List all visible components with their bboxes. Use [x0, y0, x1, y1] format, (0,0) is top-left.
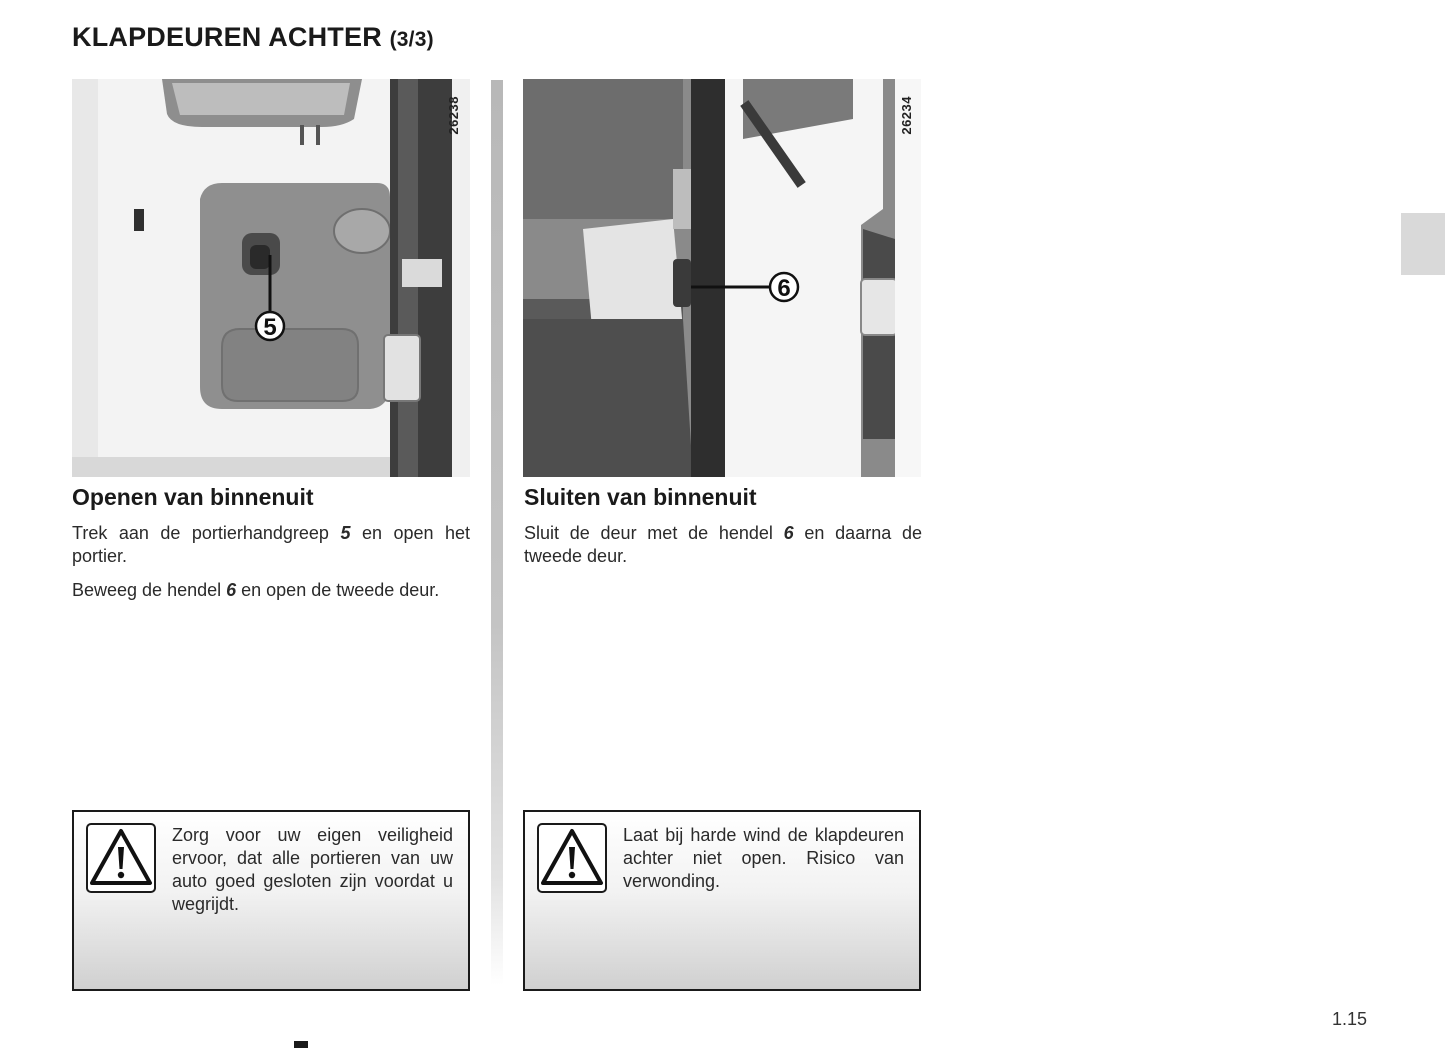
door-interior-photo-left — [72, 79, 470, 477]
warning-box-safety — [72, 810, 470, 991]
warning-text-safety: Zorg voor uw eigen veiligheid ervoor, dat alle portieren van uw auto goed gesloten zijn voordat u wegrijdt. — [172, 825, 453, 914]
ref-5: 5 — [340, 523, 351, 543]
paragraph-second-door: Beweeg de hendel 6 en open de tweede deur. — [72, 580, 440, 600]
page-title-suffix: (3/3) — [389, 28, 434, 51]
ref-6: 6 — [783, 523, 794, 543]
warning-text-wind: Laat bij harde wind de klapdeuren achter niet open. Risico van verwonding. — [623, 825, 904, 891]
image-reference-right: 26234 — [899, 96, 914, 135]
door-interior-photo-right — [523, 79, 921, 477]
column-divider — [491, 80, 503, 985]
callout-5: 5 — [263, 314, 277, 341]
warning-triangle-icon — [537, 823, 607, 893]
page-number: 1.15 — [1332, 1009, 1368, 1029]
ref-6: 6 — [226, 580, 237, 600]
chapter-tab-marker — [1401, 213, 1445, 275]
paragraph-opening-handle: Trek aan de portierhandgreep 5 en open het portier. — [72, 523, 470, 566]
heading-closing-inside: Sluiten van binnenuit — [524, 484, 757, 510]
image-reference-left: 26238 — [446, 96, 461, 135]
callout-6: 6 — [777, 275, 791, 302]
warning-triangle-icon — [86, 823, 156, 893]
page-title: KLAPDEUREN ACHTER (3/3) — [72, 22, 434, 52]
heading-opening-inside: Openen van binnenuit — [72, 484, 314, 510]
paragraph-closing-handle: Sluit de deur met de hendel 6 en daarna de tweede deur. — [524, 523, 922, 566]
warning-box-wind — [523, 810, 921, 991]
crop-mark — [294, 1041, 308, 1048]
